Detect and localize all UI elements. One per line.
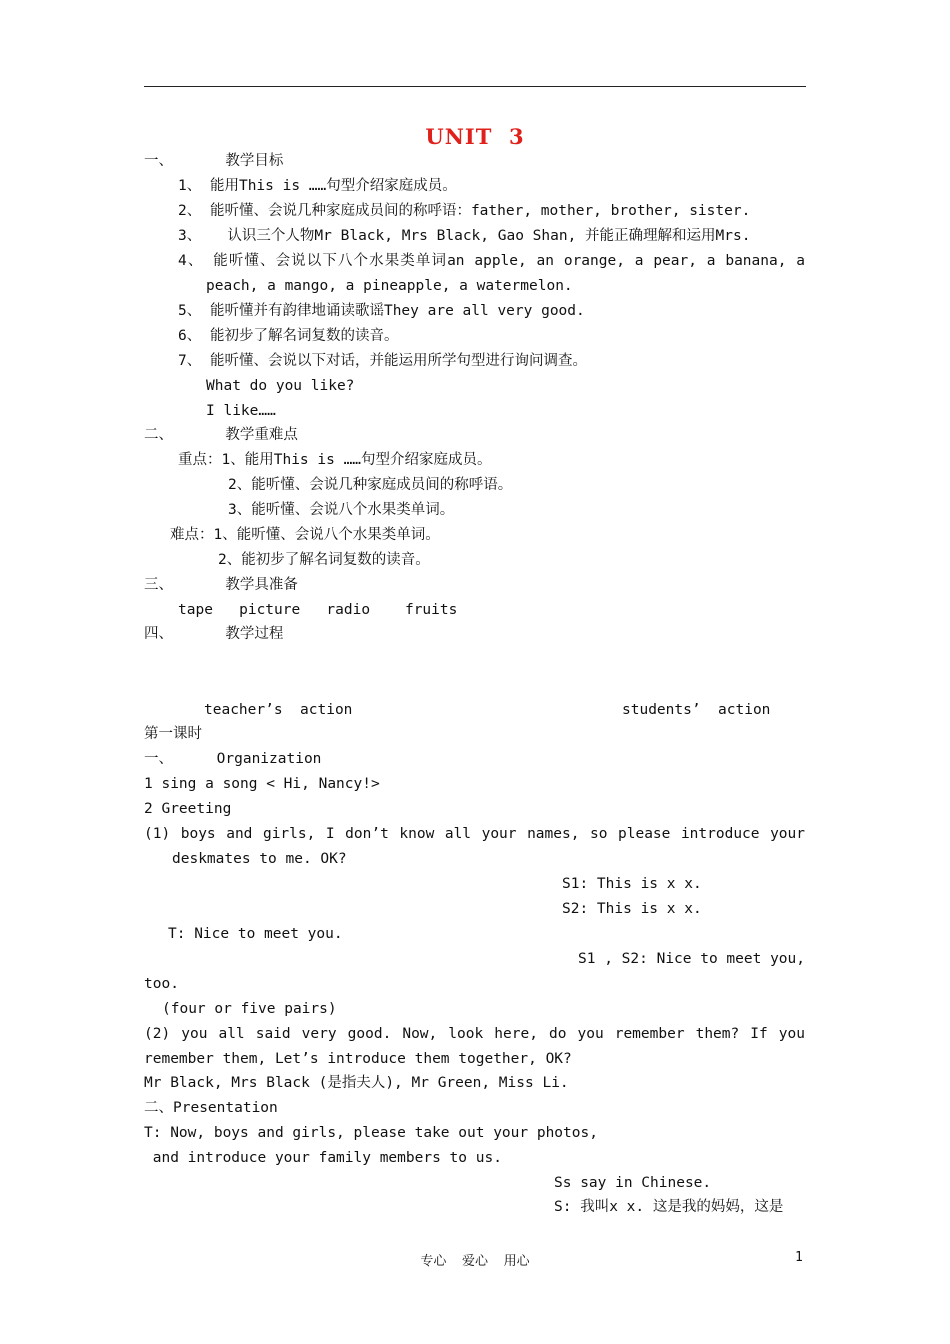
- note-pairs: (four or five pairs): [162, 1001, 337, 1017]
- teacher-prompt: (1) boys and girls, I don’t know all your names, so please introduce your: [144, 826, 805, 842]
- objective-item: 4、 能听懂、会说以下八个水果类单词an apple, an orange, a pear, a banana, a: [178, 253, 805, 269]
- dialogue-question: What do you like?: [206, 378, 355, 394]
- student-reply: S1 , S2: Nice to meet you,: [578, 951, 805, 967]
- teacher-action-header: teacher’s action: [204, 702, 353, 718]
- teacher-line: T: Nice to meet you.: [168, 926, 343, 942]
- activity-sing: 1 sing a song < Hi, Nancy!>: [144, 776, 380, 792]
- students-action-header: students’ action: [622, 702, 771, 718]
- difficult-point-item: 难点：1、能听懂、会说八个水果类单词。: [170, 527, 440, 543]
- student-reply: S1: This is x x.: [562, 876, 702, 892]
- teacher-prompt: (2) you all said very good. Now, look here, do you remember them? If you: [144, 1026, 805, 1042]
- step-organization: 一、 Organization: [144, 751, 322, 767]
- materials-list: tape picture radio fruits: [178, 602, 458, 618]
- objective-item: 6、 能初步了解名词复数的读音。: [178, 328, 399, 344]
- section-heading-procedure: 四、 教学过程: [144, 626, 284, 642]
- key-point-item: 重点：1、能用This is ……句型介绍家庭成员。: [178, 452, 492, 468]
- student-reply-continued: too.: [144, 976, 179, 992]
- page-number: 1: [795, 1250, 803, 1265]
- header-rule: [144, 86, 806, 87]
- key-point-item: 2、能听懂、会说几种家庭成员间的称呼语。: [228, 477, 513, 493]
- objective-item-continued: peach, a mango, a pineapple, a watermelon.: [206, 278, 573, 294]
- objective-item: 5、 能听懂并有韵律地诵读歌谣They are all very good.: [178, 303, 585, 319]
- student-action: Ss say in Chinese.: [554, 1175, 712, 1191]
- objective-item: 3、 认识三个人物Mr Black, Mrs Black, Gao Shan, 并能正确理解和运用Mrs.: [178, 228, 751, 244]
- character-names: Mr Black, Mrs Black (是指夫人), Mr Green, Miss Li.: [144, 1075, 569, 1091]
- student-reply: S: 我叫x x. 这是我的妈妈，这是: [554, 1199, 784, 1215]
- section-heading-materials: 三、 教学具准备: [144, 577, 298, 593]
- objective-item: 1、 能用This is ……句型介绍家庭成员。: [178, 178, 457, 194]
- teacher-prompt-continued: and introduce your family members to us.: [144, 1150, 502, 1166]
- objective-item: 7、 能听懂、会说以下对话，并能运用所学句型进行询问调查。: [178, 353, 587, 369]
- section-heading-objectives: 一、 教学目标: [144, 153, 284, 169]
- step-presentation: 二、Presentation: [144, 1100, 278, 1116]
- key-point-item: 3、能听懂、会说八个水果类单词。: [228, 502, 455, 518]
- teacher-prompt: T: Now, boys and girls, please take out your photos,: [144, 1125, 598, 1141]
- section-heading-key-points: 二、 教学重难点: [144, 427, 298, 443]
- activity-greeting: 2 Greeting: [144, 801, 232, 817]
- objective-item: 2、 能听懂、会说几种家庭成员间的称呼语：father, mother, brother, sister.: [178, 203, 751, 219]
- difficult-point-item: 2、能初步了解名词复数的读音。: [218, 552, 430, 568]
- lesson-title: 第一课时: [144, 726, 202, 742]
- teacher-prompt-continued: remember them, Let’s introduce them together, OK?: [144, 1051, 572, 1067]
- footer-slogan: 专心 爱心 用心: [420, 1254, 530, 1269]
- student-reply: S2: This is x x.: [562, 901, 702, 917]
- teacher-prompt-continued: deskmates to me. OK?: [172, 851, 347, 867]
- dialogue-answer: I like……: [206, 403, 276, 419]
- document-title: UNIT 3: [425, 124, 525, 149]
